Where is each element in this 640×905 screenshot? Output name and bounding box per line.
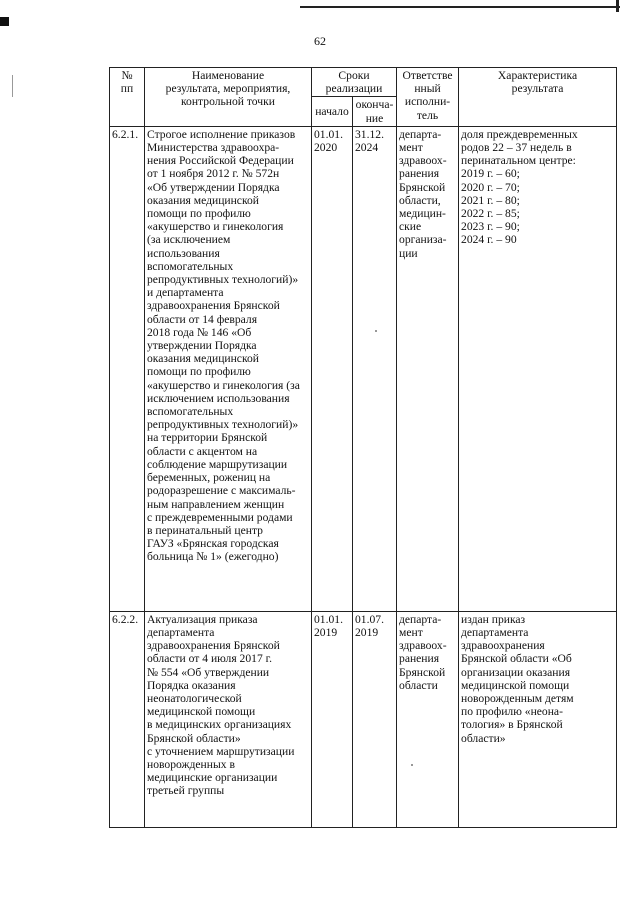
scan-artifact-dash: [12, 75, 13, 97]
table-row: [110, 126, 617, 611]
header-result: Характеристика результата: [459, 68, 617, 127]
scan-artifact-line: [300, 6, 620, 8]
header-row: [110, 68, 617, 97]
scan-artifact-tick: [616, 0, 619, 12]
row-responsible: департа- мент здравоох- ранения Брянской области, медицин- ские организа- ции: [397, 126, 459, 611]
row-end: 31.12. 2024: [353, 126, 397, 611]
row-number: 6.2.2.: [110, 611, 145, 827]
row-name: Актуализация приказа департамента здравоохранения Брянской области от 4 июля 2017 г. № 554 «Об утверждении Порядка оказания неонатологической медицинской помощи в медицинских организациях Брянской области» с уточнением маршрутизации новорожденных в медицинские организации третьей группы: [145, 611, 312, 827]
plan-table: [109, 67, 617, 828]
row-result: доля преждевременных родов 22 – 37 недель в перинатальном центре: 2019 г. – 60; 2020 г. – 70; 2021 г. – 80; 2022 г. – 85; 2023 г. – 90; 2024 г. – 90: [459, 126, 617, 611]
scan-artifact-mark: [0, 17, 9, 26]
scan-speck: [375, 330, 377, 332]
header-name: Наименование результата, мероприятия, контрольной точки: [145, 68, 312, 127]
header-responsible: Ответстве нный исполни- тель: [397, 68, 459, 127]
header-start: начало: [312, 97, 353, 126]
table-row: [110, 611, 617, 827]
row-number: 6.2.1.: [110, 126, 145, 611]
header-end: оконча- ние: [353, 97, 397, 126]
row-responsible: департа- мент здравоох- ранения Брянской области: [397, 611, 459, 827]
row-start: 01.01. 2019: [312, 611, 353, 827]
row-start: 01.01. 2020: [312, 126, 353, 611]
row-result: издан приказ департамента здравоохранения Брянской области «Об организации оказания медицинской помощи новорожденным детям по профилю «неона- тология» в Брянской области»: [459, 611, 617, 827]
row-name: Строгое исполнение приказов Министерства здравоохра- нения Российской Федерации от 1 ноября 2012 г. № 572н «Об утверждении Порядка оказания медицинской помощи по профилю «акушерство и гинекология (за исключением использования вспомогательных репродуктивных технологий)» и департамента здравоохранения Брянской области от 14 февраля 2018 года № 146 «Об утверждении Порядка оказания медицинской помощи по профилю «акушерство и гинекология (за исключением использования вспомогательных репродуктивных технологий)» на территории Брянской области с акцентом на соблюдение маршрутизации беременных, рожениц на родоразрешение с максималь- ным направлением женщин с преждевременными родами в перинатальный центр ГАУЗ «Брянская городская больница № 1» (ежегодно): [145, 126, 312, 611]
page-number: 62: [314, 34, 326, 48]
scan-speck: [411, 764, 413, 766]
header-period: Сроки реализации: [312, 68, 397, 97]
row-end: 01.07. 2019: [353, 611, 397, 827]
header-number: № пп: [110, 68, 145, 127]
